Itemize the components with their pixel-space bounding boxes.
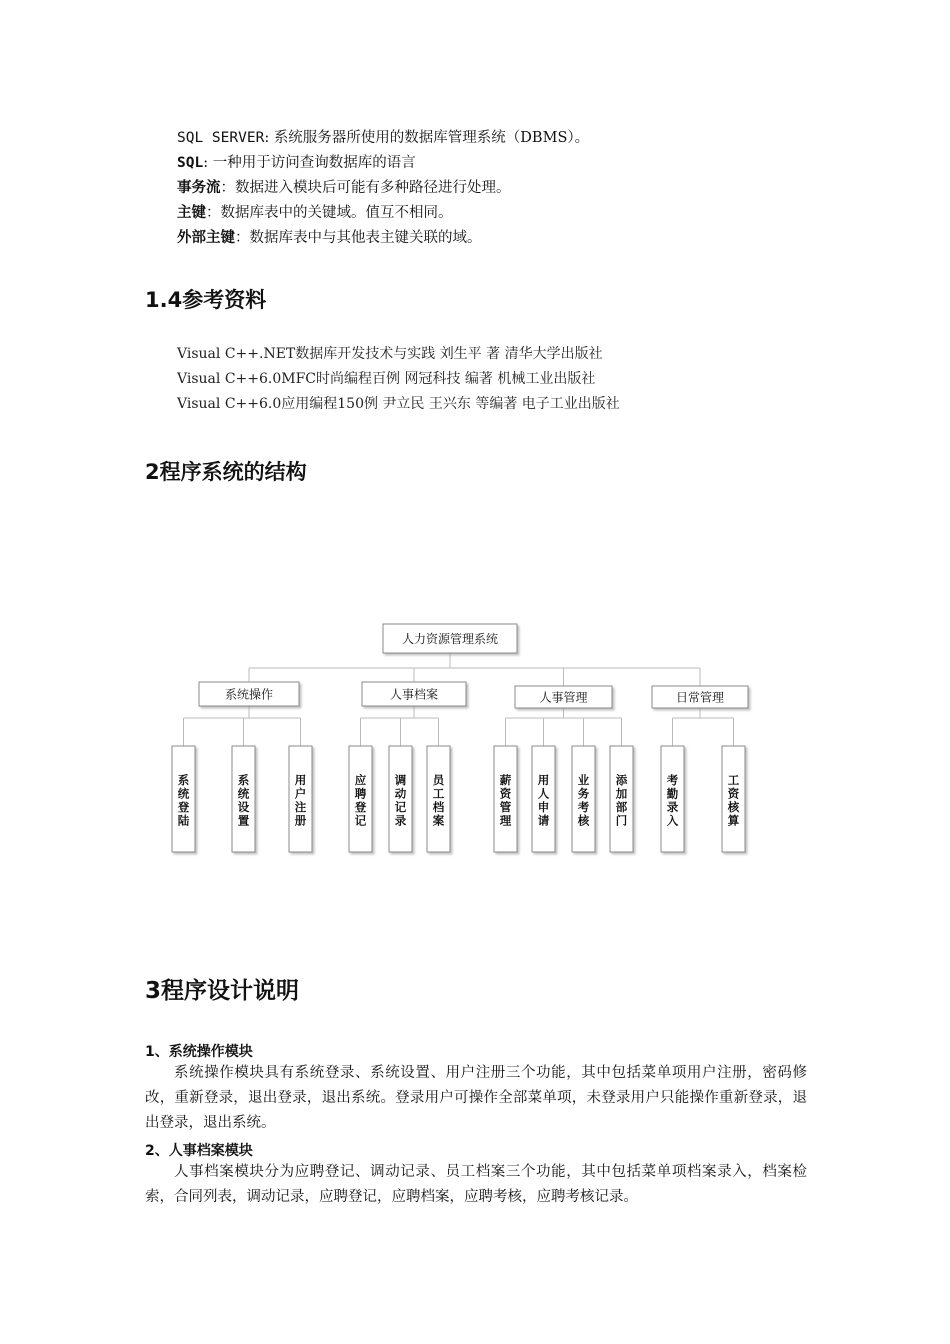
section-heading-design: 3程序设计说明	[145, 978, 300, 1004]
org-leaf-label-char: 理	[499, 813, 512, 828]
org-leaf-label-char: 勤	[666, 786, 679, 801]
org-group-node	[199, 682, 299, 706]
reference-item: Visual C++6.0应用编程150例 尹立民 王兴东 等编著 电子工业出版社	[177, 396, 620, 412]
org-leaf-label-char: 录	[666, 800, 679, 814]
definition-term: SQL	[177, 155, 204, 171]
org-leaf-node	[427, 746, 450, 852]
definition-sep: ：	[235, 230, 250, 246]
definition-desc: 数据库表中的关键域。值互不相同。	[220, 205, 453, 221]
org-leaf-node	[289, 746, 312, 852]
definition-item	[177, 178, 511, 198]
definition-item	[177, 203, 453, 223]
org-leaf-label-char: 入	[666, 813, 679, 828]
definition-item	[177, 153, 416, 173]
org-leaf-label-char: 管	[499, 800, 512, 814]
definition-term: 事务流	[177, 180, 221, 196]
org-leaf-label-char: 案	[432, 813, 445, 828]
org-leaf-label-char: 考	[577, 800, 590, 814]
org-leaf-label-char: 注	[294, 800, 307, 814]
definition-desc: 数据库表中与其他表主键关联的域。	[249, 230, 482, 246]
definition-desc: 系统服务器所使用的数据库管理系统（DBMS）。	[273, 130, 590, 146]
org-leaf-node	[532, 746, 555, 852]
org-leaf-label-char: 薪	[499, 773, 512, 787]
org-leaf-label-char: 档	[432, 800, 445, 814]
org-leaf-label-char: 录	[394, 813, 407, 828]
org-leaf-label-char: 门	[615, 813, 628, 828]
definition-sep: :	[203, 155, 213, 171]
org-leaf-label-char: 添	[615, 773, 628, 787]
org-leaf-label-char: 系	[177, 773, 190, 787]
org-leaf-label-char: 核	[577, 813, 590, 828]
org-leaf-label-char: 聘	[354, 786, 367, 801]
org-leaf-node	[661, 746, 684, 852]
org-leaf-node	[572, 746, 595, 852]
org-leaf-label-char: 考	[666, 773, 679, 787]
org-leaf-label-char: 调	[394, 773, 407, 787]
org-leaf-label-char: 动	[394, 786, 407, 801]
module-heading: 1、系统操作模块	[145, 1044, 253, 1060]
reference-item: Visual C++6.0MFC时尚编程百例 网冠科技 编著 机械工业出版社	[177, 371, 596, 387]
org-leaf-label-char: 申	[537, 800, 550, 814]
section-heading-structure: 2程序系统的结构	[145, 460, 307, 484]
org-leaf-node	[232, 746, 255, 852]
org-leaf-label-char: 人	[537, 786, 550, 801]
module-description: 人事档案模块分为应聘登记、调动记录、员工档案三个功能，其中包括菜单项档案录入，档案检索，合同列表，调动记录，应聘登记，应聘档案，应聘考核，应聘考核记录。	[145, 1164, 807, 1205]
org-leaf-label-char: 部	[615, 800, 628, 814]
reference-item: Visual C++.NET数据库开发技术与实践 刘生平 著 清华大学出版社	[177, 346, 603, 362]
org-leaf-label-char: 资	[499, 786, 512, 801]
org-leaf-label-char: 记	[354, 813, 367, 828]
definition-desc: 一种用于访问查询数据库的语言	[212, 155, 416, 171]
org-group-label: 日常管理	[675, 690, 725, 705]
org-leaf-label-char: 登	[177, 800, 190, 814]
org-leaf-label-char: 设	[237, 800, 250, 814]
org-leaf-label-char: 资	[727, 786, 740, 801]
org-leaf-node	[610, 746, 633, 852]
org-leaf-label-char: 算	[727, 813, 740, 828]
org-leaf-label-char: 业	[577, 773, 590, 787]
module-description: 系统操作模块具有系统登录、系统设置、用户注册三个功能，其中包括菜单项用户注册，密码修改，重新登录，退出登录，退出系统。登录用户可操作全部菜单项，未登录用户只能操作重新登录，退出登录，退出系统。	[145, 1065, 807, 1131]
org-group-label: 人事管理	[539, 690, 588, 705]
definition-desc: 数据进入模块后可能有多种路径进行处理。	[235, 180, 511, 196]
org-leaf-node	[389, 746, 412, 852]
org-chart	[0, 610, 950, 870]
org-leaf-label-char: 系	[237, 773, 250, 787]
org-leaf-label-char: 工	[727, 773, 740, 787]
org-leaf-label-char: 员	[432, 773, 445, 787]
definition-term: SQL SERVER	[177, 130, 265, 146]
org-leaf-node	[722, 746, 745, 852]
module-heading: 2、人事档案模块	[145, 1143, 253, 1159]
definition-sep: :	[264, 130, 274, 146]
org-leaf-label-char: 用	[294, 773, 307, 787]
org-group-label: 系统操作	[224, 687, 274, 702]
org-leaf-node	[349, 746, 372, 852]
org-leaf-label-char: 登	[354, 800, 367, 814]
definition-term: 主键	[177, 205, 206, 221]
org-leaf-label-char: 应	[354, 773, 367, 787]
org-leaf-label-char: 置	[237, 813, 250, 828]
org-leaf-label-char: 陆	[177, 813, 190, 828]
org-group-node	[515, 686, 612, 708]
org-leaf-label-char: 统	[237, 786, 250, 801]
definition-item	[177, 228, 482, 248]
org-leaf-label-char: 工	[432, 786, 445, 801]
org-leaf-label-char: 加	[615, 786, 628, 801]
org-root-node	[383, 624, 517, 653]
org-leaf-label-char: 请	[537, 813, 550, 828]
org-leaf-node	[172, 746, 195, 852]
org-leaf-label-char: 户	[294, 786, 307, 801]
definition-sep: ：	[206, 205, 221, 221]
org-leaf-node	[494, 746, 517, 852]
definition-term: 外部主键	[177, 230, 235, 246]
org-leaf-label-char: 统	[177, 786, 190, 801]
org-leaf-label-char: 核	[727, 800, 740, 814]
org-group-label: 人事档案	[389, 687, 439, 702]
definition-sep: ：	[220, 180, 235, 196]
org-group-node	[652, 686, 748, 708]
section-heading-references: 1.4参考资料	[145, 288, 267, 312]
org-leaf-label-char: 册	[294, 813, 307, 828]
org-root-label: 人力资源管理系统	[401, 632, 499, 646]
org-leaf-label-char: 记	[394, 800, 407, 814]
definition-item	[177, 128, 589, 148]
org-leaf-label-char: 务	[577, 786, 590, 801]
org-group-node	[362, 682, 466, 706]
org-leaf-label-char: 用	[537, 773, 550, 787]
